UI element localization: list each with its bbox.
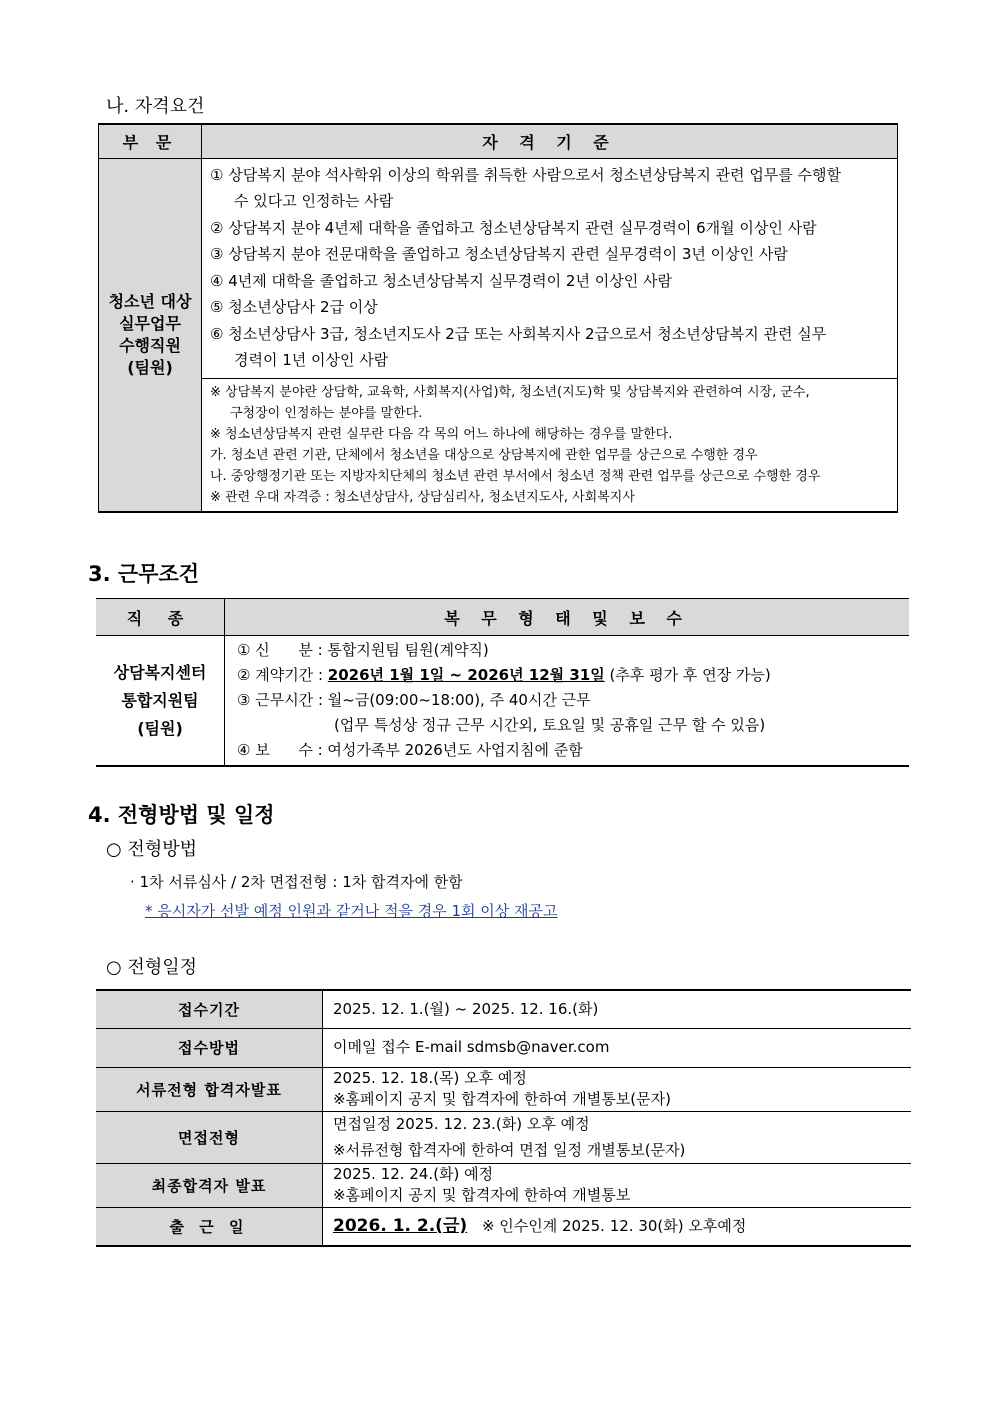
- table-row: 최종합격자 발표 2025. 12. 24.(화) 예정 ※홈페이지 공지 및 합격자에 한하여 개별통보: [96, 1163, 911, 1207]
- qualifications-table: [98, 123, 898, 513]
- table-row: 면접전형 면접일정 2025. 12. 23.(화) 오후 예정 ※서류전형 합격자에 한하여 면접 일정 개별통보(문자): [96, 1111, 911, 1163]
- col-job-header: 직 종: [96, 599, 225, 636]
- method-title: ○ 전형방법: [106, 839, 197, 860]
- qualifications-heading: 나. 자격요건: [106, 96, 205, 117]
- col-criteria-header: 자 격 기 준: [202, 124, 898, 158]
- start-date: 2026. 1. 2.(금): [333, 1215, 468, 1236]
- schedule-table: [96, 989, 911, 1247]
- conditions-heading: 3. 근무조건: [88, 562, 200, 586]
- table-row: 접수방법 이메일 접수 E-mail sdmsb@naver.com: [96, 1028, 911, 1067]
- table-row: 출 근 일 2026. 1. 2.(금) ※ 인수인계 2025. 12. 30(화) 오후예정: [96, 1207, 911, 1246]
- table-row: 접수기간 2025. 12. 1.(월) ~ 2025. 12. 16.(화): [96, 990, 911, 1028]
- schedule-title: ○ 전형일정: [106, 957, 197, 978]
- conditions-table: [96, 598, 909, 767]
- method-line: · 1차 서류심사 / 2차 면접전형 : 1차 합격자에 한함: [130, 873, 463, 891]
- selection-heading: 4. 전형방법 및 일정: [88, 803, 275, 827]
- terms-cell: ① 신 분 : 통합지원팀 팀원(계약직) ② 계약기간 : 2026년 1월 1일 ~ 2026년 12월 31일 (추후 평가 후 연장 가능) ③ 근무시간 : 월~금(09:00~18:00), 주 40시간 근무 (업무 특성상 정규 근무 시간외, 토요일 및 공휴일 근무 할 수 있음) ④ 보 수 : 여성가족부 2026년도 사업지침에 준함: [225, 636, 910, 767]
- method-note: * 응시자가 선발 예정 인원과 같거나 적을 경우 1회 이상 재공고: [145, 902, 558, 920]
- table-row: 서류전형 합격자발표 2025. 12. 18.(목) 오후 예정 ※홈페이지 공지 및 합격자에 한하여 개별통보(문자): [96, 1067, 911, 1111]
- criteria-notes: ※ 상담복지 분야란 상담학, 교육학, 사회복지(사업)학, 청소년(지도)학 및 상담복지와 관련하여 시장, 군수, 구청장이 인정하는 분야를 말한다. ※ 청소년상담복지 관련 실무란 다음 각 목의 어느 하나에 해당하는 경우를 말한다. 가. 청소년 관련 기관, 단체에서 청소년을 대상으로 상담복지에 관한 업무를 상근으로 수행한 경우 나. 중앙행정기관 또는 지방자치단체의 청소년 관련 부서에서 청소년 정책 관련 업무를 상근으로 수행한 경우 ※ 관련 우대 자격증 : 청소년상담사, 상담심리사, 청소년지도사, 사회복지사: [202, 378, 898, 512]
- job-cell: 상담복지센터 통합지원팀 (팀원): [113, 662, 207, 738]
- start-note: ※ 인수인계 2025. 12. 30(화) 오후예정: [481, 1216, 747, 1235]
- col-division-header: 부 문: [99, 124, 202, 158]
- contract-period: 2026년 1월 1일 ~ 2026년 12월 31일: [327, 666, 605, 684]
- criteria-list: ① 상담복지 분야 석사학위 이상의 학위를 취득한 사람으로서 청소년상담복지 관련 업무를 수행할 수 있다고 인정하는 사람 ② 상담복지 분야 4년제 대학을 졸업하고 청소년상담복지 관련 실무경력이 6개월 이상인 사람 ③ 상담복지 분야 전문대학을 졸업하고 청소년상담복지 관련 실무경력이 3년 이상인 사람 ④ 4년제 대학을 졸업하고 청소년상담복지 실무경력이 2년 이상인 사람 ⑤ 청소년상담사 2급 이상 ⑥ 청소년상담사 3급, 청소년지도사 2급 또는 사회복지사 2급으로서 청소년상담복지 관련 실무 경력이 1년 이상인 사람: [202, 158, 898, 378]
- col-terms-header: 복 무 형 태 및 보 수: [225, 599, 910, 636]
- division-cell: 청소년 대상 실무업무 수행직원 (팀원): [99, 158, 202, 512]
